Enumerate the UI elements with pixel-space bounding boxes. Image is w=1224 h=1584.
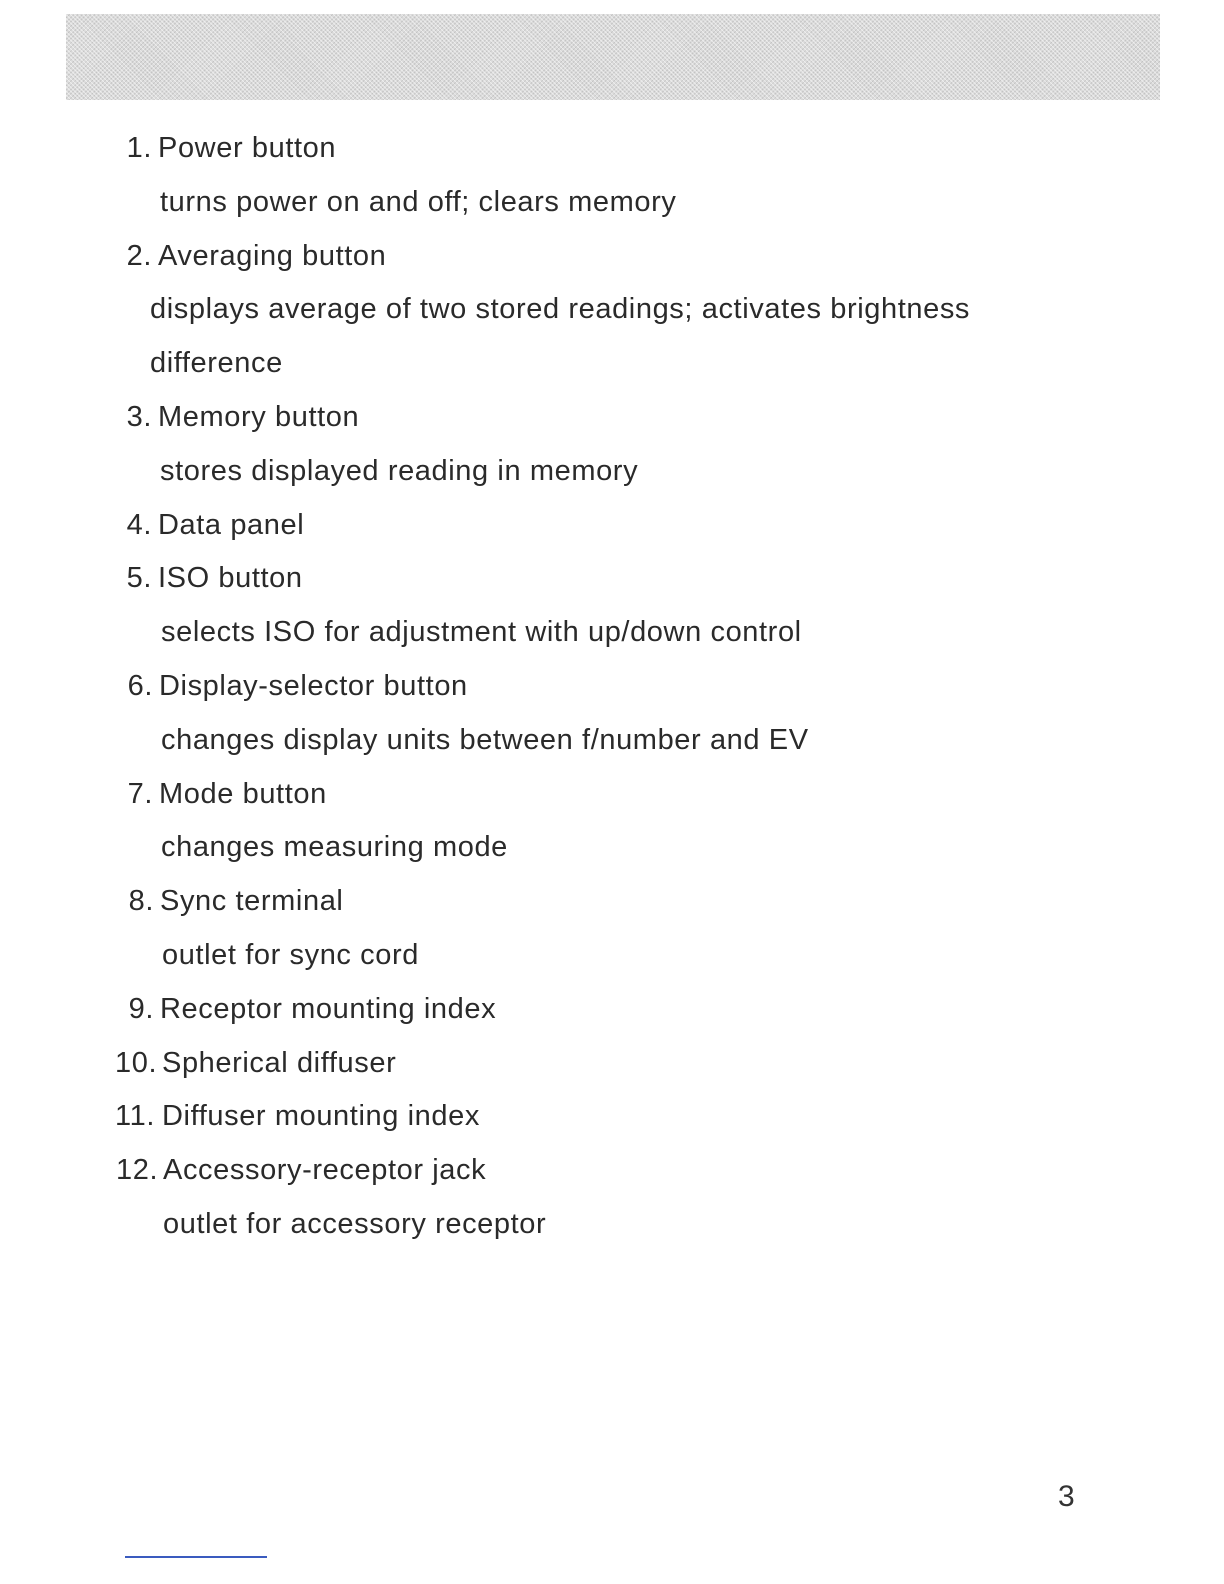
item-description-row	[0, 935, 1224, 989]
item-number: 12.	[116, 1154, 159, 1187]
item-description-row	[0, 289, 1224, 343]
item-label: Receptor mounting index	[160, 992, 497, 1025]
item-label: Accessory-receptor jack	[163, 1154, 487, 1187]
item-number: 4.	[126, 508, 152, 541]
item-description-row	[0, 612, 1224, 666]
item-description: selects ISO for adjustment with up/down control	[161, 616, 802, 649]
item-number: 3.	[126, 400, 152, 433]
list-item-4	[0, 505, 1224, 559]
item-number: 2.	[126, 239, 152, 272]
item-number: 8.	[128, 885, 154, 918]
item-description: turns power on and off; clears memory	[160, 185, 677, 218]
list-item-5	[0, 558, 1224, 612]
item-description: outlet for sync cord	[162, 938, 419, 971]
header-band	[66, 14, 1160, 100]
list-item-3	[0, 397, 1224, 451]
item-number: 9.	[128, 992, 154, 1025]
item-description-row	[0, 182, 1224, 236]
list-item-12	[0, 1150, 1224, 1204]
item-description: displays average of two stored readings; activates brightness	[150, 293, 971, 326]
item-label: Mode button	[159, 777, 327, 810]
parts-list	[0, 128, 1224, 1258]
item-number: 6.	[127, 669, 153, 702]
item-number: 5.	[126, 562, 152, 595]
item-description-row	[0, 451, 1224, 505]
list-item-8	[0, 881, 1224, 935]
list-item-7	[0, 774, 1224, 828]
list-item-1	[0, 128, 1224, 182]
item-label: Averaging button	[158, 239, 387, 272]
page-number: 3	[1058, 1480, 1075, 1513]
list-item-9	[0, 989, 1224, 1043]
item-description: changes display units between f/number and EV	[161, 723, 809, 756]
item-description-row	[0, 343, 1224, 397]
list-item-6	[0, 666, 1224, 720]
item-number: 11.	[115, 1100, 155, 1133]
item-label: Spherical diffuser	[162, 1046, 397, 1079]
item-description: outlet for accessory receptor	[163, 1207, 547, 1240]
list-item-10	[0, 1043, 1224, 1097]
item-label: Data panel	[158, 508, 305, 541]
item-description: stores displayed reading in memory	[160, 454, 639, 487]
item-description-row	[0, 720, 1224, 774]
item-label: Diffuser mounting index	[162, 1100, 480, 1133]
list-item-11	[0, 1096, 1224, 1150]
item-number: 1.	[126, 132, 152, 164]
item-description-continued: difference	[150, 347, 283, 380]
item-description: changes measuring mode	[161, 831, 508, 864]
footer-rule	[125, 1556, 267, 1558]
item-number: 7.	[127, 777, 153, 810]
item-description-row	[0, 827, 1224, 881]
item-label: Sync terminal	[160, 885, 344, 918]
item-description-row	[0, 1204, 1224, 1258]
item-label: Memory button	[158, 400, 360, 433]
item-label: Power button	[158, 132, 337, 164]
item-label: ISO button	[158, 562, 303, 595]
item-label: Display-selector button	[159, 669, 468, 702]
list-item-2	[0, 236, 1224, 290]
item-number: 10.	[115, 1046, 158, 1079]
